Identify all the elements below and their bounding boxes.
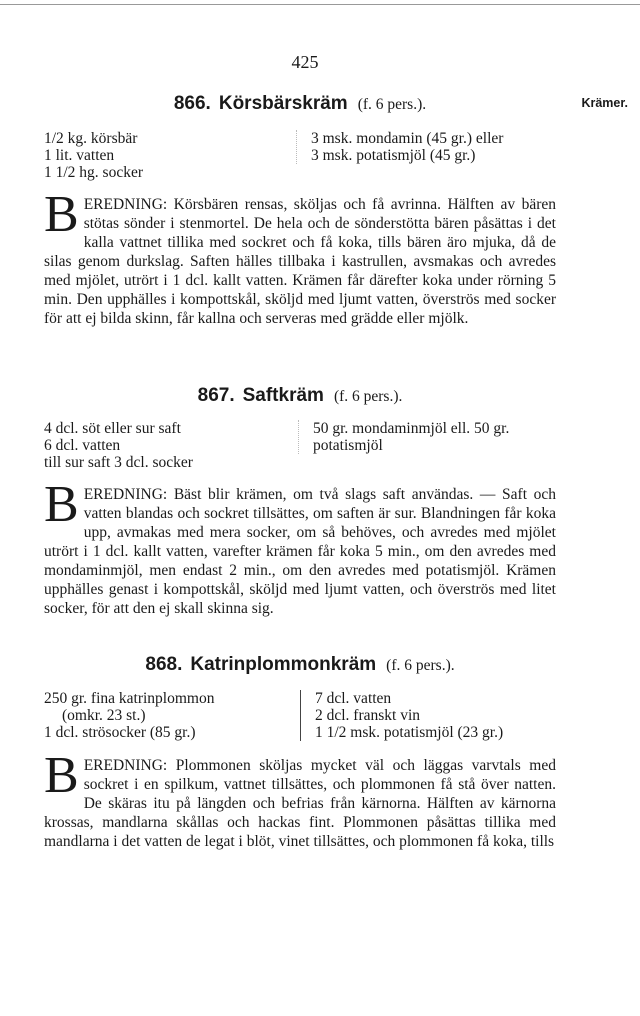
ingredient: 1/2 kg. körsbär bbox=[44, 130, 138, 147]
recipe-servings: (f. 6 pers.). bbox=[357, 96, 427, 113]
ingredient: 4 dcl. söt eller sur saft bbox=[44, 420, 181, 437]
recipe-number: 868. bbox=[145, 654, 183, 675]
instruction-text: EREDNING: Plommonen sköljas mycket väl och läggas varvtals med sockret i en spilkum, vattnet tillsättes, och plommonen få stå över natten. De skäras itu på längden och befrias från kärnorna. Hälften av kärnorna krossas, mandlarna skållas och hackas fint. Plommonen påsättas tillika med mandlarna i det vatten de legat i blöt, vinet tillsättes, och plommonen få koka, tills bbox=[44, 757, 556, 850]
ingredient: 6 dcl. vatten bbox=[44, 437, 121, 454]
recipe-name: Saftkräm bbox=[242, 385, 324, 406]
ingredient: potatismjöl bbox=[313, 437, 383, 454]
ingredients-left-868 bbox=[44, 690, 214, 741]
recipe-title-867 bbox=[0, 385, 600, 407]
recipe-number: 866. bbox=[173, 93, 211, 114]
page-number: 425 bbox=[291, 52, 319, 72]
ingredients-right-868 bbox=[300, 690, 503, 741]
instructions-867 bbox=[44, 476, 556, 618]
ingredient: (omkr. 23 st.) bbox=[62, 707, 146, 724]
instruction-text: EREDNING: Bäst blir krämen, om två slags saft användas. — Saft och vatten blandas och sockret tillsättes, om saften är sur. Blandningen får koka upp, avmakas med mera socker, om så behöves, och avredes med mjölet utrört i 1 dcl. kallt vatten, varefter krämen får koka 5 min., om den avredes med mondaminmjöl, men endast 2 min., om den avredes med potatismjöl. Krämen upphälles genast i kompottskål, sköljd med ljumt vatten, och överströs med litet socker, för att den ej skall skinna sig. bbox=[44, 486, 556, 617]
ingredients-right-866 bbox=[296, 130, 503, 164]
ingredient: 250 gr. fina katrinplommon bbox=[44, 690, 215, 707]
ingredients-left-866 bbox=[44, 130, 143, 181]
section-side-label: Krämer. bbox=[581, 96, 628, 110]
drop-cap: B bbox=[44, 476, 79, 533]
ingredient: 50 gr. mondaminmjöl ell. 50 gr. bbox=[313, 420, 510, 437]
ingredients-left-867 bbox=[44, 420, 193, 471]
recipe-number: 867. bbox=[197, 385, 235, 406]
recipe-title-866 bbox=[0, 93, 600, 115]
instructions-868 bbox=[44, 747, 556, 851]
ingredient: 2 dcl. franskt vin bbox=[315, 707, 421, 724]
ingredient: 3 msk. potatismjöl (45 gr.) bbox=[311, 147, 476, 164]
instructions-866 bbox=[44, 186, 556, 328]
ingredient: 1 lit. vatten bbox=[44, 147, 115, 164]
recipe-servings: (f. 6 pers.). bbox=[333, 388, 403, 405]
drop-cap: B bbox=[44, 186, 79, 243]
recipe-name: Körsbärskräm bbox=[218, 93, 348, 114]
ingredient: 3 msk. mondamin (45 gr.) eller bbox=[311, 130, 504, 147]
ingredient: 1 1/2 hg. socker bbox=[44, 164, 144, 181]
ingredient: till sur saft 3 dcl. socker bbox=[44, 454, 193, 471]
ingredient: 1 1/2 msk. potatismjöl (23 gr.) bbox=[315, 724, 504, 741]
recipe-title-868 bbox=[0, 654, 600, 676]
drop-cap: B bbox=[44, 747, 79, 804]
ingredients-right-867 bbox=[298, 420, 509, 454]
recipe-name: Katrinplommonkräm bbox=[190, 654, 377, 675]
instruction-text: EREDNING: Körsbären rensas, sköljas och få avrinna. Hälften av bären stötas sönder i stenmortel. De hela och de sönderstötta bären påsättas i det kalla vattnet tillika med sockret och få koka, tills bären äro mjuka, då de silas genom durkslag. Saften hälles tillbaka i kastrullen, avsmakas och avredes med mjölet, utrört i 1 dcl. kallt vatten. Krämen får därefter koka under rörning 5 min. Den upphälles i kompottskål, sköljd med ljumt vatten, överströs med socker för att ej bilda skinn, får kallna och serveras med grädde eller mjölk. bbox=[44, 196, 556, 327]
ingredient: 1 dcl. strösocker (85 gr.) bbox=[44, 724, 196, 741]
recipe-servings: (f. 6 pers.). bbox=[386, 657, 455, 674]
ingredient: 7 dcl. vatten bbox=[315, 690, 392, 707]
top-rule bbox=[0, 4, 640, 5]
